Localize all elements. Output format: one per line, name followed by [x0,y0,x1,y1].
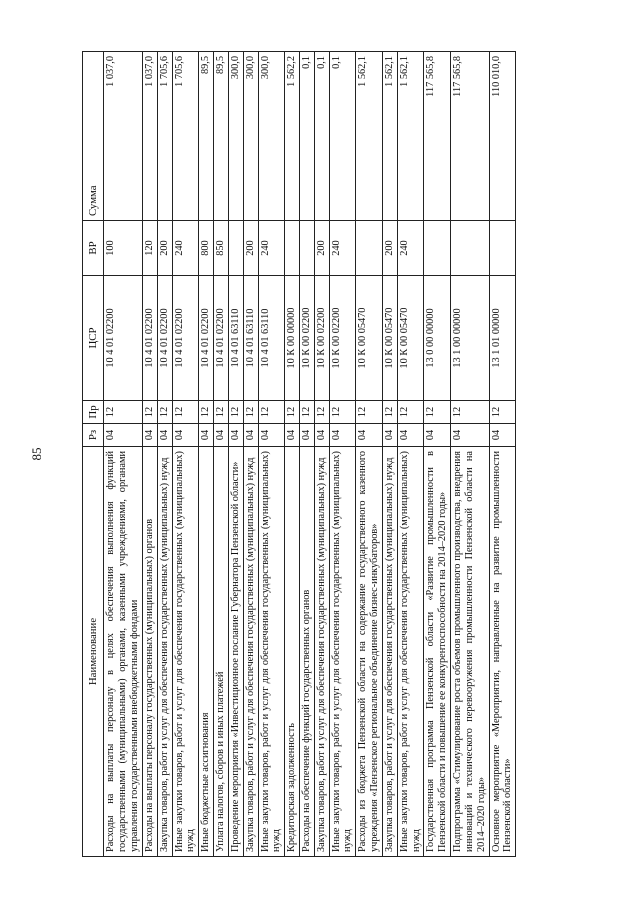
row-csr: 10 К 00 05470 [356,276,383,401]
row-sum: 1 705,6 [172,52,199,221]
row-rz: 04 [243,424,258,447]
row-name: Кредиторская задолженность [285,447,300,857]
table-row [285,52,300,857]
row-name: Проведение мероприятия «Инвестиционное послание Губернатора Пензенской области» [228,447,243,857]
table-row [214,52,229,857]
table-row [314,52,329,857]
table-row [489,52,516,857]
row-vr [489,221,516,276]
row-pr: 12 [258,401,285,424]
table-row [243,52,258,857]
header-name: Наименование [83,447,104,857]
table-row [451,52,489,857]
row-pr: 12 [451,401,489,424]
row-sum: 89,5 [214,52,229,221]
row-rz: 04 [382,424,397,447]
row-sum: 300,0 [243,52,258,221]
table-header-row [83,52,104,857]
row-csr: 10 4 01 63110 [228,276,243,401]
row-sum: 1 037,0 [104,52,142,221]
row-rz: 04 [285,424,300,447]
row-name: Расходы на выплаты персоналу государственных (муниципальных) органов [142,447,157,857]
row-vr: 240 [397,221,424,276]
row-pr: 12 [172,401,199,424]
table-row [424,52,451,857]
row-name: Расходы на обеспечение функций государственных органов [300,447,315,857]
row-pr: 12 [157,401,172,424]
row-csr: 13 1 01 00000 [489,276,516,401]
row-pr: 12 [300,401,315,424]
row-vr: 240 [172,221,199,276]
row-sum: 1 562,1 [382,52,397,221]
row-csr: 10 К 00 02200 [314,276,329,401]
row-pr: 12 [356,401,383,424]
row-csr: 10 4 01 02200 [172,276,199,401]
row-vr: 240 [329,221,356,276]
row-csr: 10 4 01 02200 [199,276,214,401]
row-rz: 04 [228,424,243,447]
row-vr: 100 [104,221,142,276]
row-sum: 300,0 [228,52,243,221]
row-name: Подпрограмма «Стимулирование роста объемов промышленного производства, внедрения инноваций и технического перевооружения промышленности Пензенской области на 2014–2020 годы» [451,447,489,857]
row-sum: 0,1 [314,52,329,221]
page-number: 85 [29,447,44,461]
row-sum: 110 010,0 [489,52,516,221]
row-pr: 12 [489,401,516,424]
header-rz: Рз [83,424,104,447]
row-name: Уплата налогов, сборов и иных платежей [214,447,229,857]
row-rz: 04 [451,424,489,447]
row-pr: 12 [424,401,451,424]
row-vr: 120 [142,221,157,276]
row-sum: 1 562,1 [397,52,424,221]
row-rz: 04 [314,424,329,447]
row-csr: 13 1 00 00000 [451,276,489,401]
row-vr [285,221,300,276]
row-rz: 04 [172,424,199,447]
table-row [157,52,172,857]
row-pr: 12 [397,401,424,424]
row-pr: 12 [199,401,214,424]
row-sum: 89,5 [199,52,214,221]
row-pr: 12 [314,401,329,424]
rotated-page [82,52,516,857]
row-rz: 04 [258,424,285,447]
row-csr: 10 4 01 02200 [157,276,172,401]
table-row [258,52,285,857]
row-sum: 0,1 [329,52,356,221]
row-vr: 800 [199,221,214,276]
row-pr: 12 [329,401,356,424]
row-csr: 10 4 01 63110 [258,276,285,401]
row-csr: 10 4 01 02200 [142,276,157,401]
table-row [382,52,397,857]
table-row [199,52,214,857]
row-sum: 117 565,8 [451,52,489,221]
row-vr [424,221,451,276]
row-name: Иные бюджетные ассигнования [199,447,214,857]
row-csr: 10 4 01 63110 [243,276,258,401]
row-csr: 10 К 00 05470 [397,276,424,401]
row-vr: 200 [157,221,172,276]
row-rz: 04 [329,424,356,447]
row-vr [300,221,315,276]
row-sum: 117 565,8 [424,52,451,221]
row-pr: 12 [285,401,300,424]
row-vr: 200 [382,221,397,276]
row-rz: 04 [142,424,157,447]
table-row [142,52,157,857]
row-vr: 850 [214,221,229,276]
row-csr: 10 К 00 02200 [329,276,356,401]
row-name: Закупка товаров, работ и услуг для обеспечения государственных (муниципальных) нужд [157,447,172,857]
row-rz: 04 [157,424,172,447]
table-row [397,52,424,857]
table-row [104,52,142,857]
row-sum: 1 562,2 [285,52,300,221]
row-rz: 04 [356,424,383,447]
row-name: Иные закупки товаров, работ и услуг для обеспечения государственных (муниципальных) нужд [397,447,424,857]
row-name: Иные закупки товаров, работ и услуг для обеспечения государственных (муниципальных) нужд [329,447,356,857]
row-rz: 04 [300,424,315,447]
header-csr: ЦСР [83,276,104,401]
row-name: Основное мероприятие «Мероприятия, направленные на развитие промышленности Пензенской области» [489,447,516,857]
row-name: Иные закупки товаров, работ и услуг для обеспечения государственных (муниципальных) нужд [258,447,285,857]
row-name: Закупка товаров, работ и услуг для обеспечения государственных (муниципальных) нужд [382,447,397,857]
row-name: Государственная программа Пензенской области «Развитие промышленности в Пензенской области и повышение ее конкурентоспособности на 2014–2020 годы» [424,447,451,857]
row-rz: 04 [199,424,214,447]
header-sum: Сумма [83,52,104,221]
row-vr: 200 [243,221,258,276]
row-name: Расходы из бюджета Пензенской области на содержание государственного казенного учреждения «Пензенское региональное объединение бизнес-инкубаторов» [356,447,383,857]
row-vr: 200 [314,221,329,276]
row-sum: 300,0 [258,52,285,221]
row-csr: 10 4 01 02200 [214,276,229,401]
table-row [300,52,315,857]
row-vr [451,221,489,276]
row-pr: 12 [243,401,258,424]
table-row [228,52,243,857]
row-vr: 240 [258,221,285,276]
row-pr: 12 [104,401,142,424]
row-name: Закупка товаров, работ и услуг для обеспечения государственных (муниципальных) нужд [314,447,329,857]
row-pr: 12 [214,401,229,424]
row-vr [356,221,383,276]
row-csr: 10 К 00 05470 [382,276,397,401]
row-sum: 1 562,1 [356,52,383,221]
row-rz: 04 [489,424,516,447]
row-sum: 1 037,0 [142,52,157,221]
row-rz: 04 [214,424,229,447]
row-csr: 10 К 00 02200 [300,276,315,401]
header-pr: Пр [83,401,104,424]
budget-table [82,51,516,857]
table-row [356,52,383,857]
header-vr: ВР [83,221,104,276]
row-csr: 10 К 00 00000 [285,276,300,401]
row-sum: 1 705,6 [157,52,172,221]
table-row [329,52,356,857]
row-csr: 10 4 01 02200 [104,276,142,401]
row-name: Закупка товаров, работ и услуг для обеспечения государственных (муниципальных) нужд [243,447,258,857]
table-row [172,52,199,857]
row-sum: 0,1 [300,52,315,221]
row-rz: 04 [104,424,142,447]
row-pr: 12 [228,401,243,424]
row-pr: 12 [382,401,397,424]
row-csr: 13 0 00 00000 [424,276,451,401]
row-name: Иные закупки товаров, работ и услуг для обеспечения государственных (муниципальных) нужд [172,447,199,857]
row-pr: 12 [142,401,157,424]
row-name: Расходы на выплаты персоналу в целях обеспечения выполнения функций государственными (муниципальными) органами, казенными учреждениями, органами управления государственными внебюджетными фондами [104,447,142,857]
row-vr [228,221,243,276]
row-rz: 04 [397,424,424,447]
row-rz: 04 [424,424,451,447]
